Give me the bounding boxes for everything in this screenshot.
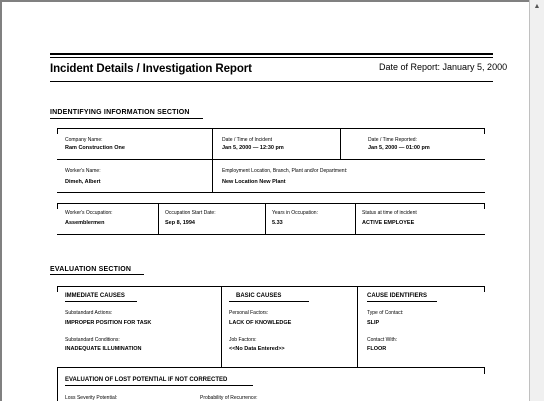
employment-location-value: New Location New Plant: [222, 179, 286, 185]
scroll-up-arrow-icon[interactable]: ▲: [533, 3, 541, 10]
years-in-occupation-value: 5.33: [272, 220, 283, 226]
occupation-start-value: Sep 8, 1994: [165, 220, 195, 226]
substandard-actions-label: Substandard Actions:: [65, 310, 113, 316]
identifying-box-2-vsep-2: [265, 203, 266, 235]
worker-name-value: Dimeh, Albert: [65, 179, 101, 185]
evaluation-section-title: EVALUATION SECTION: [50, 266, 132, 273]
immediate-causes-header: IMMEDIATE CAUSES: [65, 293, 125, 299]
job-factors-label: Job Factors:: [229, 337, 257, 343]
personal-factors-value: LACK OF KNOWLEDGE: [229, 320, 292, 326]
identifying-box-1-vsep-1: [212, 128, 213, 159]
contact-with-label: Contact With:: [367, 337, 398, 343]
identifying-section-underline: [50, 118, 203, 119]
substandard-conditions-label: Substandard Conditions:: [65, 337, 120, 343]
cause-identifiers-underline: [367, 301, 437, 302]
incident-datetime-value: Jan 5, 2000 — 12:30 pm: [222, 145, 284, 151]
basic-causes-header: BASIC CAUSES: [236, 293, 282, 299]
identifying-box-2-vsep-1: [158, 203, 159, 235]
identifying-section-title: INDENTIFYING INFORMATION SECTION: [50, 109, 190, 116]
lost-potential-left-border: [57, 368, 58, 401]
cause-identifiers-header: CAUSE IDENTIFIERS: [367, 293, 428, 299]
worker-occupation-label: Worker's Occupation:: [65, 210, 113, 216]
worker-name-label: Worker's Name:: [65, 168, 101, 174]
report-title: Incident Details / Investigation Report: [50, 63, 252, 75]
identifying-box-1-vsep-3: [212, 159, 213, 193]
evaluation-vsep-2: [357, 286, 358, 368]
lost-potential-header: EVALUATION OF LOST POTENTIAL IF NOT CORRECTED: [65, 377, 228, 383]
reported-datetime-value: Jan 5, 2000 — 01:00 pm: [368, 145, 430, 151]
years-in-occupation-label: Years in Occupation:: [272, 210, 318, 216]
company-name-value: Ram Construction One: [65, 145, 125, 151]
identifying-box-2: [57, 203, 485, 235]
status-label: Status at time of incident: [362, 210, 417, 216]
contact-type-label: Type of Contact:: [367, 310, 404, 316]
header-rule-top: [50, 53, 493, 55]
reported-datetime-label: Date / Time Reported:: [368, 137, 417, 143]
substandard-conditions-value: INADEQUATE ILLUMINATION: [65, 346, 142, 352]
lost-potential-right-tick: [484, 368, 485, 374]
window-frame-top: [0, 0, 544, 2]
employment-location-label: Employment Location, Branch, Plant and/or Department:: [222, 168, 348, 174]
identifying-box-1-divider: [57, 159, 485, 160]
occupation-start-label: Occupation Start Date:: [165, 210, 216, 216]
contact-with-value: FLOOR: [367, 346, 387, 352]
worker-occupation-value: Assemblermen: [65, 220, 105, 226]
title-underline: [50, 81, 493, 82]
evaluation-vsep-1: [221, 286, 222, 368]
status-value: ACTIVE EMPLOYEE: [362, 220, 415, 226]
vertical-scrollbar[interactable]: [529, 0, 544, 401]
identifying-box-2-vsep-3: [355, 203, 356, 235]
header-rule-bottom: [50, 57, 493, 58]
personal-factors-label: Personal Factors:: [229, 310, 269, 316]
immediate-causes-underline: [65, 301, 137, 302]
report-date: Date of Report: January 5, 2000: [379, 62, 508, 72]
window-frame-left: [0, 0, 2, 401]
loss-severity-label: Loss Severity Potential:: [65, 395, 118, 401]
company-name-label: Company Name:: [65, 137, 103, 143]
lost-potential-underline: [65, 385, 253, 386]
identifying-box-1-vsep-2: [340, 128, 341, 159]
evaluation-section-underline: [50, 274, 144, 275]
contact-type-value: SLIP: [367, 320, 380, 326]
probability-recurrence-label: Probability of Recurrence:: [200, 395, 258, 401]
basic-causes-underline: [229, 301, 309, 302]
incident-datetime-label: Date / Time of Incident: [222, 137, 273, 143]
substandard-actions-value: IMPROPER POSITION FOR TASK: [65, 320, 152, 326]
job-factors-value: <<No Data Entered>>: [229, 346, 285, 352]
